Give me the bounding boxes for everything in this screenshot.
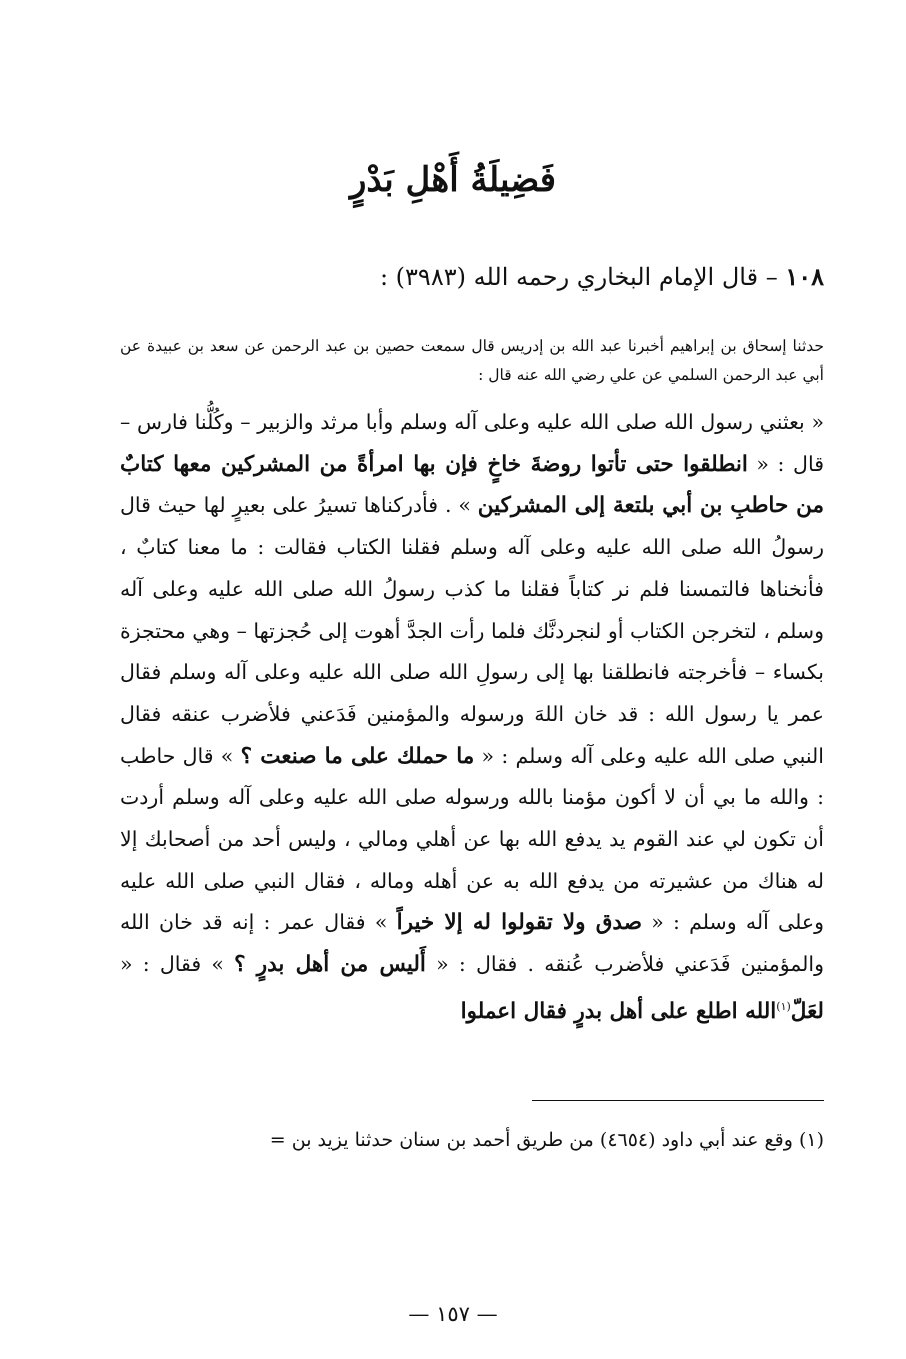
footnote-reference: (١) [776, 999, 791, 1013]
prophetic-speech: انطلقوا حتى تأتوا روضةَ خاخٍ فإن بها امرأةً من المشركين معها كتابٌ من حاطبِ بن أبي بلتعة إلى المشركين [120, 451, 824, 519]
prophetic-speech: ما حملك على ما صنعت ؟ [240, 743, 475, 769]
matn-text: « بعثني رسول الله صلى الله عليه وعلى آله وسلم وأبا مرثد والزبير – وكُلُّنا فارس – قال : « [120, 410, 824, 476]
hadith-isnad: حدثنا إسحاق بن إبراهيم أخبرنا عبد الله بن إدريس قال سمعت حصين بن عبد الرحمن عن سعد بن عبيدة عن أبي عبد الرحمن السلمي عن علي رضي الله عنه قال : [120, 337, 824, 384]
prophetic-speech: صدق ولا تقولوا له إلا خيراً [396, 910, 642, 936]
chapter-title: فَضِيلَةُ أَهْلِ بَدْرٍ [349, 160, 556, 200]
matn-text: » فقال عمر : إنه قد خان الله والمؤمنين فَدَعني فلأضرب عُنقه . فقال : « [120, 910, 825, 977]
prophetic-speech: لعَلّ [790, 998, 824, 1024]
hadith-source: – قال الإمام البخاري رحمه الله (٣٩٨٣) : [379, 263, 786, 291]
matn-text: » . فأدركناها تسيرُ على بعيرٍ لها حيث قال رسولُ الله صلى الله عليه وعلى آله وسلم فقلنا الكتاب فقالت : ما معنا كتابٌ ، فأنخناها فالتمسنا فلم نر كتاباً فقلنا ما كذب رسولُ الله صلى الله عليه وعلى آله وسلم ، لتخرجن الكتاب أو لنجردنَّك فلما رأت الجدَّ أهوت إلى حُجزتها – وهي محتجزة بكساء – فأخرجته فانطلقنا بها إلى رسولِ الله صلى الله عليه وعلى آله وسلم فقال عمر يا رسول الله : قد خان اللهَ ورسوله والمؤمنين فَدَعني فلأضرب عنقه فقال النبي صلى الله عليه وعلى آله وسلم : « [120, 493, 824, 768]
hadith-number: ١٠٨ [785, 262, 824, 291]
footnote-divider [532, 1100, 824, 1101]
footnote: (١) وقع عند أبي داود (٤٦٥٤) من طريق أحمد بن سنان حدثنا يزيد بن = [269, 1129, 824, 1151]
hadith-heading [82, 262, 824, 291]
page-number: — ١٥٧ — [408, 1302, 498, 1326]
prophetic-speech: أَليس من أهل بدرٍ ؟ [234, 952, 426, 978]
prophetic-speech: الله اطلع على أهل بدرٍ فقال اعملوا [460, 998, 777, 1024]
matn-text: » قال حاطب : والله ما بي أن لا أكون مؤمنا بالله ورسوله صلى الله عليه وعلى آله وسلم أردت أن تكون لي عند القوم يد يدفع الله بها عن أهلي ومالي ، وليس أحد من أصحابك إلا له هناك من عشيرته من يدفع الله به عن أهله وماله ، فقال النبي صلى الله عليه وعلى آله وسلم : « [120, 743, 825, 935]
matn-text: » فقال : « [120, 952, 235, 977]
hadith-matn [120, 402, 824, 1032]
